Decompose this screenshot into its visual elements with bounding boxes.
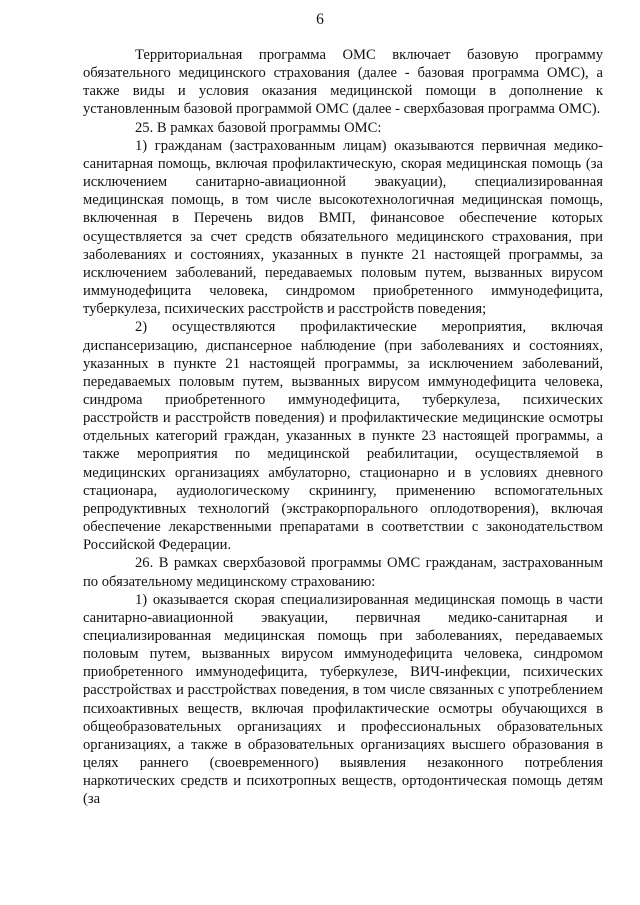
paragraph-program-scope: Территориальная программа ОМС включает базовую программу обязательного медицинского страхования (далее - базовая программа ОМС), а также виды и условия оказания медицинской помощи в дополнение к установленным базовой программой ОМС (далее - сверхбазовая программа ОМС). xyxy=(83,47,603,118)
page-number: 6 xyxy=(316,11,324,28)
paragraph-basic-program-heading: 25. В рамках базовой программы ОМС: xyxy=(135,119,382,136)
paragraph-basic-item-1: 1) гражданам (застрахованным лицам) оказываются первичная медико-санитарная помощь, включая профилактическую, скорая медицинская помощь (за исключением санитарно-авиационной эвакуации), специализированная медицинская помощь, в том числе высокотехнологичная медицинская помощь, включенная в Перечень видов ВМП, финансовое обеспечение которых осуществляется за счет средств обязательного медицинского страхования, при заболеваниях и состояниях, указанных в пункте 21 настоящей программы, за исключением заболеваний, передаваемых половым путем, вызванных вирусом иммунодефицита человека, синдромом приобретенного иммунодефицита, туберкулеза, психических расстройств и расстройств поведения; xyxy=(83,137,603,318)
paragraph-extra-program-heading: 26. В рамках сверхбазовой программы ОМС гражданам, застрахованным по обязательному медицинскому страхованию: xyxy=(83,555,603,590)
document-body xyxy=(83,46,603,809)
paragraph-basic-item-2: 2) осуществляются профилактические мероприятия, включая диспансеризацию, диспансерное наблюдение (при заболеваниях и состояниях, указанных в пункте 21 настоящей программы, за исключением заболеваний, передаваемых половым путем, вызванных вирусом иммунодефицита человека, синдрома приобретенного иммунодефицита, туберкулеза, психических расстройств и расстройств поведения) и профилактические медицинские осмотры отдельных категорий граждан, указанных в пункте 23 настоящей программы, а также мероприятия по медицинской реабилитации, осуществляемой в медицинских организациях амбулаторно, стационарно и в условиях дневного стационара, аудиологическому скринингу, применению вспомогательных репродуктивных технологий (экстракорпорального оплодотворения), включая обеспечение лекарственными препаратами в соответствии с законодательством Российской Федерации. xyxy=(83,319,603,554)
paragraph-extra-item-1: 1) оказывается скорая специализированная медицинская помощь в части санитарно-авиационной эвакуации, первичная медико-санитарная и специализированная медицинская помощь при заболеваниях, передаваемых половым путем, вызванных вирусом иммунодефицита человека, синдромом приобретенного иммунодефицита, туберкулезе, ВИЧ-инфекции, психических расстройствах и расстройствах поведения, в том числе связанных с употреблением психоактивных веществ, включая профилактические осмотры обучающихся в общеобразовательных организациях и профессиональных образовательных организациях, а также в образовательных организациях высшего образования в целях раннего (своевременного) выявления незаконного потребления наркотических средств и психотропных веществ, ортодонтическая помощь детям (за xyxy=(83,591,603,808)
